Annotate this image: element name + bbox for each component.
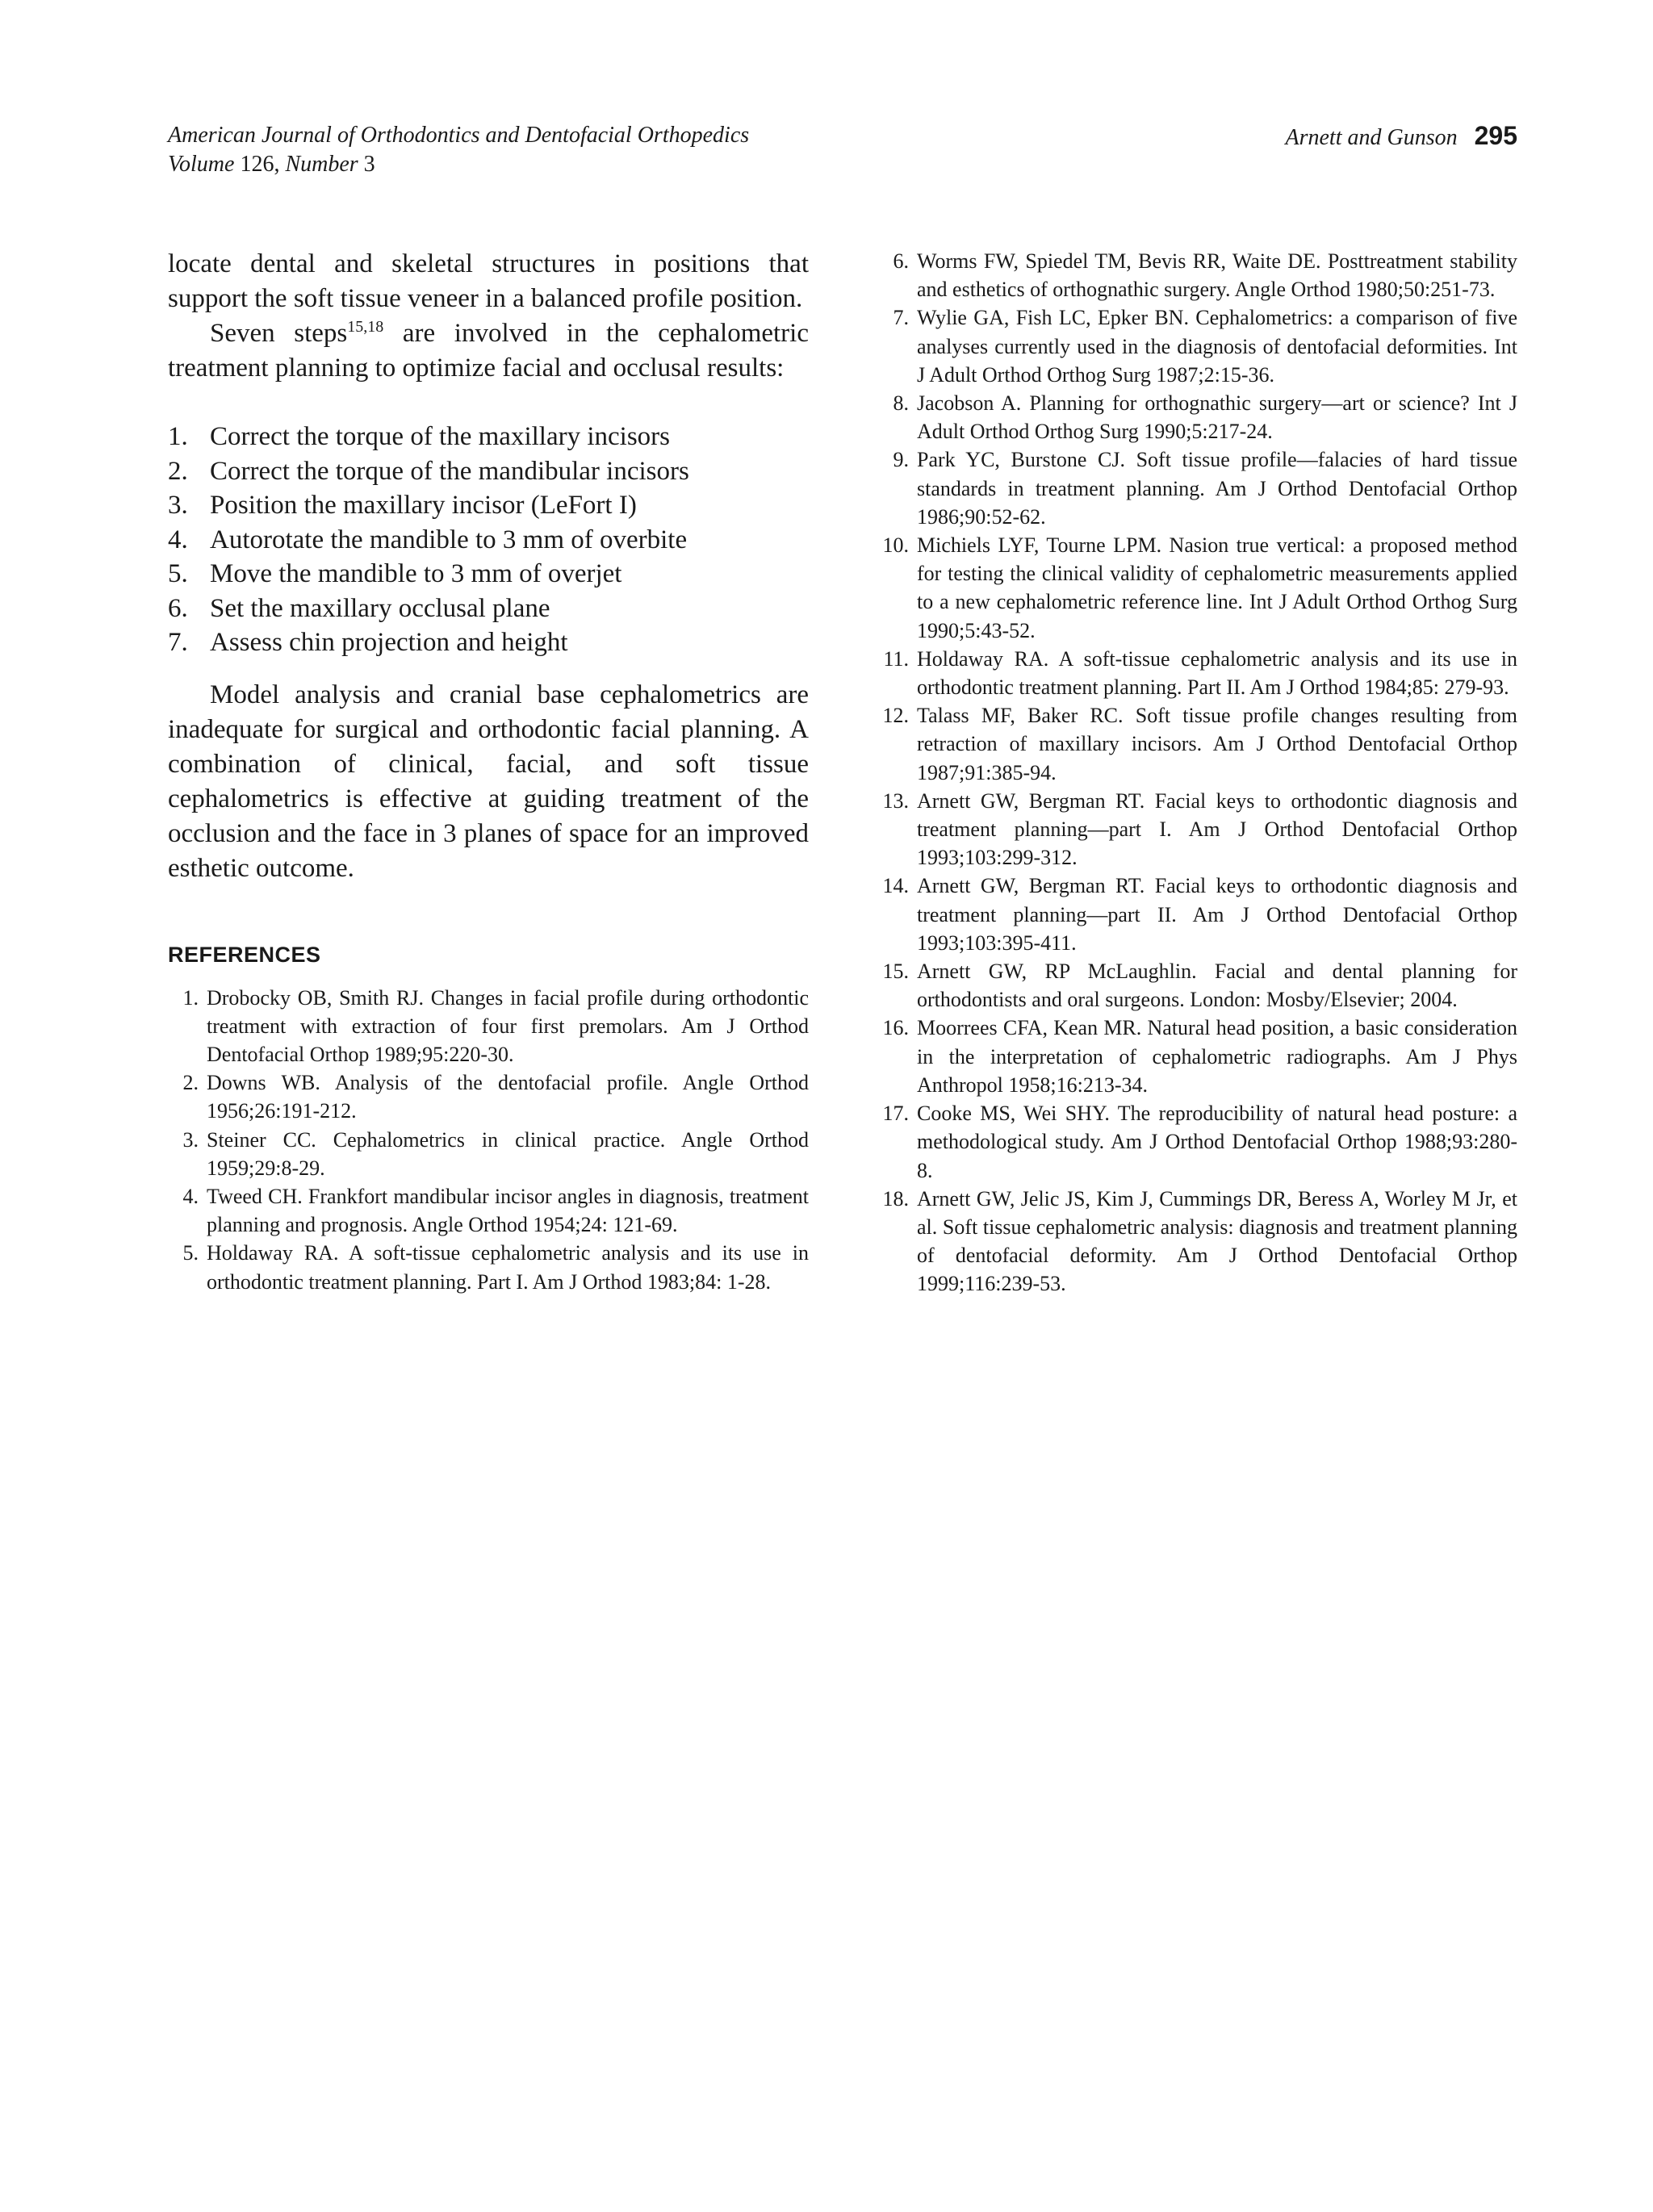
step-number: 6. bbox=[168, 593, 188, 623]
reference-number: 13. bbox=[882, 788, 909, 813]
reference-text: Arnett GW, Bergman RT. Facial keys to orthodontic diagnosis and treatment planning—part II. Am J Orthod Dentofacial Orthop 1993;103:395-411. bbox=[917, 874, 1517, 955]
list-item bbox=[168, 488, 809, 523]
page-number: 295 bbox=[1474, 121, 1517, 150]
running-authors: Arnett and Gunson bbox=[1285, 125, 1458, 150]
left-column bbox=[168, 247, 809, 1296]
reference-item bbox=[868, 1099, 1517, 1185]
step-text: Position the maxillary incisor (LeFort I) bbox=[210, 491, 637, 520]
list-item bbox=[168, 454, 809, 489]
volume-issue bbox=[168, 150, 1517, 179]
reference-item bbox=[868, 389, 1517, 445]
reference-item bbox=[868, 957, 1517, 1014]
reference-item bbox=[868, 872, 1517, 957]
reference-number: 4. bbox=[182, 1184, 199, 1208]
reference-text: Arnett GW, Jelic JS, Kim J, Cummings DR, Beress A, Worley M Jr, et al. Soft tissue cephalometric analysis: diagnosis and treatment planning of dentofacial deformity. Am J Orthod Dentofacial Orthop 1999;116:239-53. bbox=[917, 1186, 1517, 1296]
step-text: Autorotate the mandible to 3 mm of overbite bbox=[210, 525, 688, 554]
reference-text: Holdaway RA. A soft-tissue cephalometric analysis and its use in orthodontic treatment planning. Part II. Am J Orthod 1984;85: 279-93. bbox=[917, 646, 1517, 700]
reference-number: 9. bbox=[893, 448, 909, 472]
reference-text: Wylie GA, Fish LC, Epker BN. Cephalometrics: a comparison of five analyses currently used in the diagnosis of dentofacial deformities. Int J Adult Orthod Orthog Surg 1987;2:15-36. bbox=[917, 306, 1517, 387]
list-item bbox=[168, 557, 809, 592]
references-list-right bbox=[868, 247, 1517, 1298]
reference-number: 8. bbox=[893, 391, 909, 416]
reference-number: 10. bbox=[882, 533, 909, 558]
reference-number: 16. bbox=[882, 1016, 909, 1040]
reference-number: 15. bbox=[882, 960, 909, 984]
reference-text: Michiels LYF, Tourne LPM. Nasion true vertical: a proposed method for testing the clinical validity of cephalometric measurements applied to a new cephalometric reference line. Int J Adult Orthod Orthog Surg 1990;5:43-52. bbox=[917, 533, 1517, 642]
list-item bbox=[168, 592, 809, 626]
step-text: Correct the torque of the mandibular incisors bbox=[210, 456, 689, 486]
reference-item bbox=[868, 531, 1517, 645]
reference-text: Holdaway RA. A soft-tissue cephalometric analysis and its use in orthodontic treatment planning. Part I. Am J Orthod 1983;84: 1-28. bbox=[207, 1241, 809, 1294]
reference-item bbox=[168, 1239, 809, 1295]
steps-list bbox=[168, 420, 809, 660]
step-text: Set the maxillary occlusal plane bbox=[210, 593, 550, 623]
reference-number: 2. bbox=[182, 1071, 199, 1095]
reference-text: Cooke MS, Wei SHY. The reproducibility of natural head posture: a methodological study. Am J Orthod Dentofacial Orthop 1988;93:280-8. bbox=[917, 1102, 1517, 1182]
step-text: Correct the torque of the maxillary incisors bbox=[210, 422, 670, 451]
reference-number: 14. bbox=[882, 874, 909, 898]
reference-item bbox=[168, 1182, 809, 1239]
reference-item bbox=[168, 1126, 809, 1182]
reference-number: 12. bbox=[882, 704, 909, 728]
reference-item bbox=[168, 1068, 809, 1125]
step-text: Assess chin projection and height bbox=[210, 628, 568, 657]
para2-start: Seven steps bbox=[210, 319, 348, 348]
step-number: 3. bbox=[168, 491, 188, 520]
reference-text: Drobocky OB, Smith RJ. Changes in facial profile during orthodontic treatment with extraction of four first premolars. Am J Orthod Dentofacial Orthop 1989;95:220-30. bbox=[207, 985, 809, 1066]
reference-number: 5. bbox=[182, 1241, 199, 1265]
reference-item bbox=[868, 787, 1517, 872]
running-header bbox=[168, 121, 1517, 179]
right-column bbox=[868, 247, 1517, 1298]
reference-item bbox=[868, 445, 1517, 531]
reference-item bbox=[168, 984, 809, 1069]
reference-item bbox=[868, 303, 1517, 389]
step-number: 5. bbox=[168, 559, 188, 588]
reference-item bbox=[868, 1014, 1517, 1099]
reference-text: Jacobson A. Planning for orthognathic surgery—art or science? Int J Adult Orthod Orthog Surg 1990;5:217-24. bbox=[917, 391, 1517, 444]
step-number: 1. bbox=[168, 422, 188, 451]
step-number: 7. bbox=[168, 628, 188, 657]
list-item bbox=[168, 523, 809, 558]
step-number: 2. bbox=[168, 456, 188, 486]
body-paragraph-3: Model analysis and cranial base cephalometrics are inadequate for surgical and orthodontic facial planning. A combination of clinical, facial, and soft tissue cephalometrics is effective at guiding treatment of the occlusion and the face in 3 planes of space for an improved esthetic outcome. bbox=[168, 679, 809, 883]
reference-number: 17. bbox=[882, 1102, 909, 1126]
volume-label: Volume bbox=[168, 152, 235, 177]
reference-item bbox=[868, 701, 1517, 787]
para2-end: are involved in the cephalometric treatment planning to optimize facial and occlusal results: bbox=[168, 319, 809, 383]
step-text: Move the mandible to 3 mm of overjet bbox=[210, 559, 622, 588]
reference-number: 6. bbox=[893, 249, 909, 273]
step-number: 4. bbox=[168, 525, 188, 554]
reference-number: 1. bbox=[182, 985, 199, 1010]
reference-text: Talass MF, Baker RC. Soft tissue profile changes resulting from retraction of maxillary incisors. Am J Orthod Dentofacial Orthop 1987;91:385-94. bbox=[917, 704, 1517, 784]
reference-text: Steiner CC. Cephalometrics in clinical practice. Angle Orthod 1959;29:8-29. bbox=[207, 1127, 809, 1180]
reference-number: 7. bbox=[893, 306, 909, 330]
journal-title: American Journal of Orthodontics and Dentofacial Orthopedics bbox=[168, 123, 750, 148]
issue-number: 3 bbox=[363, 152, 375, 177]
reference-text: Arnett GW, Bergman RT. Facial keys to orthodontic diagnosis and treatment planning—part I. Am J Orthod Dentofacial Orthop 1993;103:299-312. bbox=[917, 788, 1517, 870]
number-label: Number bbox=[285, 152, 358, 177]
reference-text: Park YC, Burstone CJ. Soft tissue profile—falacies of hard tissue standards in treatment planning. Am J Orthod Dentofacial Orthop 1986;90:52-62. bbox=[917, 448, 1517, 529]
reference-text: Moorrees CFA, Kean MR. Natural head position, a basic consideration in the interpretation of cephalometric radiographs. Am J Phys Anthropol 1958;16:213-34. bbox=[917, 1016, 1517, 1097]
reference-text: Arnett GW, RP McLaughlin. Facial and dental planning for orthodontists and oral surgeons. London: Mosby/Elsevier; 2004. bbox=[917, 960, 1517, 1012]
body-paragraph-1: locate dental and skeletal structures in positions that support the soft tissue veneer in a balanced profile position. bbox=[168, 249, 809, 313]
references-heading: REFERENCES bbox=[168, 942, 321, 967]
reference-text: Worms FW, Spiedel TM, Bevis RR, Waite DE. Posttreatment stability and esthetics of orthognathic surgery. Angle Orthod 1980;50:251-73. bbox=[917, 249, 1517, 302]
running-head-right bbox=[1286, 121, 1518, 153]
reference-item bbox=[868, 1185, 1517, 1298]
citation-superscript: 15,18 bbox=[347, 318, 384, 336]
volume-number: 126, bbox=[240, 152, 280, 177]
reference-text: Tweed CH. Frankfort mandibular incisor angles in diagnosis, treatment planning and prognosis. Angle Orthod 1954;24: 121-69. bbox=[207, 1184, 809, 1237]
reference-number: 3. bbox=[182, 1127, 199, 1152]
reference-number: 11. bbox=[883, 646, 909, 671]
reference-number: 18. bbox=[882, 1186, 909, 1211]
reference-item bbox=[868, 645, 1517, 701]
references-list-left bbox=[168, 984, 809, 1296]
list-item bbox=[168, 625, 809, 660]
reference-text: Downs WB. Analysis of the dentofacial profile. Angle Orthod 1956;26:191-212. bbox=[207, 1071, 809, 1123]
reference-item bbox=[868, 247, 1517, 303]
body-paragraph-2 bbox=[168, 316, 809, 386]
list-item bbox=[168, 420, 809, 454]
